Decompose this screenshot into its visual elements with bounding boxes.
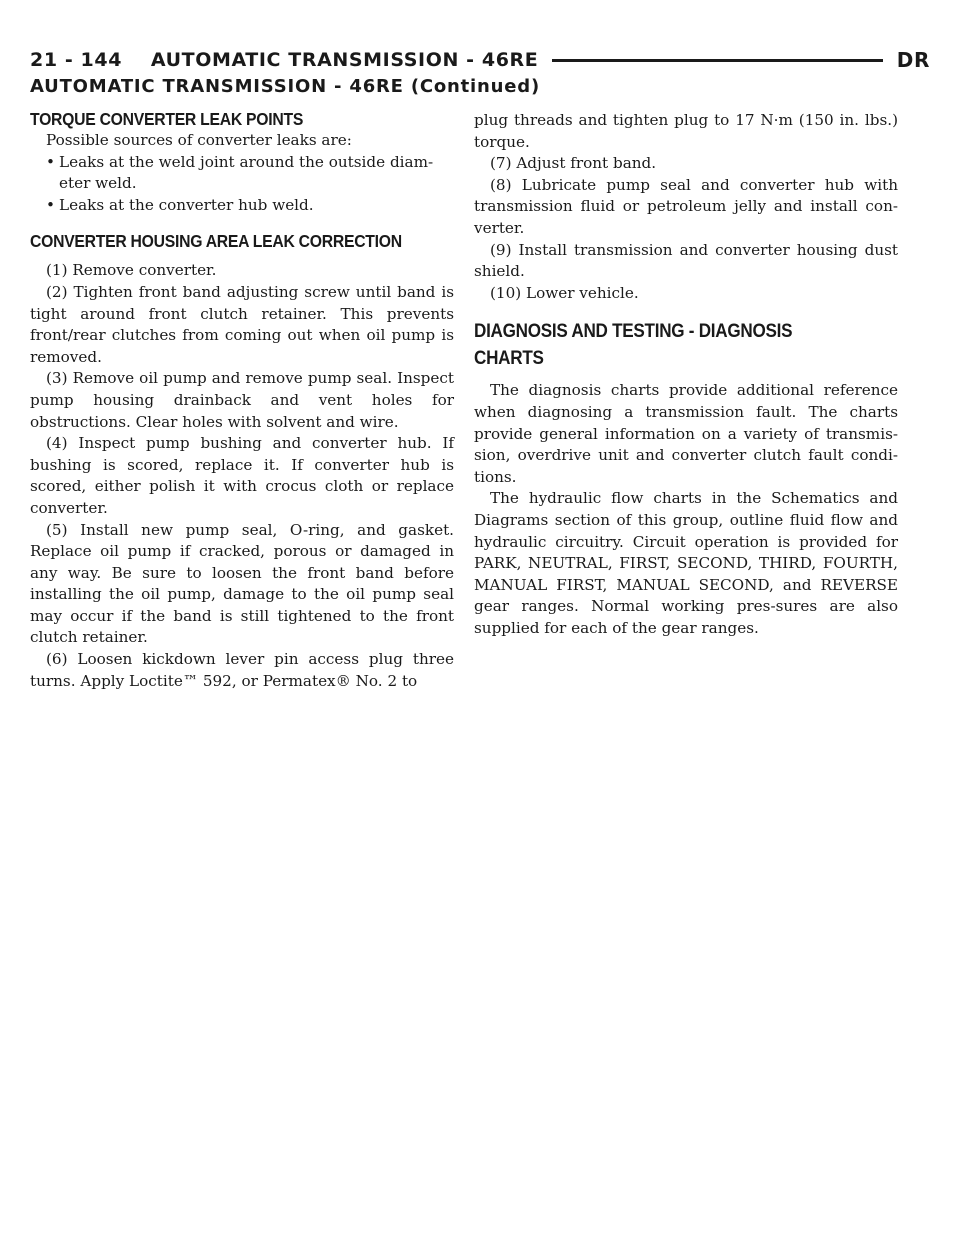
procedure-step: (10) Lower vehicle. <box>490 283 639 302</box>
page-reference <box>30 49 538 71</box>
left-column <box>30 108 454 692</box>
leak-correction-heading: CONVERTER HOUSING AREA LEAK CORRECTION <box>30 231 402 252</box>
bullet-text: Leaks at the weld joint around the outside diam-eter weld. <box>59 152 434 193</box>
diagnosis-heading-line-1: DIAGNOSIS AND TESTING - DIAGNOSIS <box>474 321 793 343</box>
bullet-text: Leaks at the converter hub weld. <box>59 195 314 214</box>
bullet-icon: • <box>46 195 55 214</box>
continued-title: AUTOMATIC TRANSMISSION - 46RE (Continued) <box>30 76 540 97</box>
diagnosis-paragraph: The hydraulic flow charts in the Schematics and Diagrams section of this group, outline fluid flow and hydraulic circuitry. Circuit operation is provided for PARK, NEUTRAL, FIRST, SECOND, THIRD, FOURTH, MANUAL FIRST, MANUAL SECOND, and REVERSE gear ranges. Normal working pres-sures are also supplied for each of the gear ranges. <box>474 489 898 637</box>
procedure-step: (5) Install new pump seal, O-ring, and gasket. Replace oil pump if cracked, porous or damaged in any way. Be sure to loosen the front band before installing the oil pump, damage to the oil pump seal may occur if the band is still tightened to the front clutch retainer. <box>30 520 454 647</box>
diagnosis-heading-line-2: CHARTS <box>474 348 544 370</box>
procedure-step: (7) Adjust front band. <box>490 154 657 173</box>
list-item <box>30 152 454 195</box>
step-continuation: plug threads and tighten plug to 17 N·m (150 in. lbs.) torque. <box>474 111 898 151</box>
list-item <box>30 195 454 217</box>
leak-points-heading: TORQUE CONVERTER LEAK POINTS <box>30 109 304 129</box>
bullet-icon: • <box>46 152 55 171</box>
procedure-step: (4) Inspect pump bushing and converter hub. If bushing is scored, replace it. If converter hub is scored, either polish it with crocus cloth or replace converter. <box>30 434 454 517</box>
procedure-step: (3) Remove oil pump and remove pump seal. Inspect pump housing drainback and vent holes for obstructions. Clear holes with solvent and wire. <box>30 369 454 431</box>
diagnosis-paragraph: The diagnosis charts provide additional reference when diagnosing a transmission fault. The charts provide general information on a variety of transmis-sion, overdrive unit and converter clutch fault condi-tions. <box>474 381 898 486</box>
procedure-step: (2) Tighten front band adjusting screw until band is tight around front clutch retainer. This prevents front/rear clutches from coming out when oil pump is removed. <box>30 282 454 366</box>
procedure-step: (8) Lubricate pump seal and converter hub with transmission fluid or petroleum jelly and install con-verter. <box>474 175 898 237</box>
procedure-step: (1) Remove converter. <box>46 261 217 280</box>
right-column <box>474 110 898 639</box>
procedure-step: (9) Install transmission and converter housing dust shield. <box>474 240 898 281</box>
page-number: 21 - 144 <box>30 49 123 71</box>
section-title: AUTOMATIC TRANSMISSION - 46RE <box>150 49 539 71</box>
procedure-step: (6) Loosen kickdown lever pin access plug three turns. Apply Loctite™ 592, or Permatex® No. 2 to <box>30 650 454 690</box>
header-rule <box>552 59 882 62</box>
running-header <box>30 46 930 74</box>
leak-points-intro: Possible sources of converter leaks are: <box>46 131 352 149</box>
model-code: DR <box>896 48 930 72</box>
